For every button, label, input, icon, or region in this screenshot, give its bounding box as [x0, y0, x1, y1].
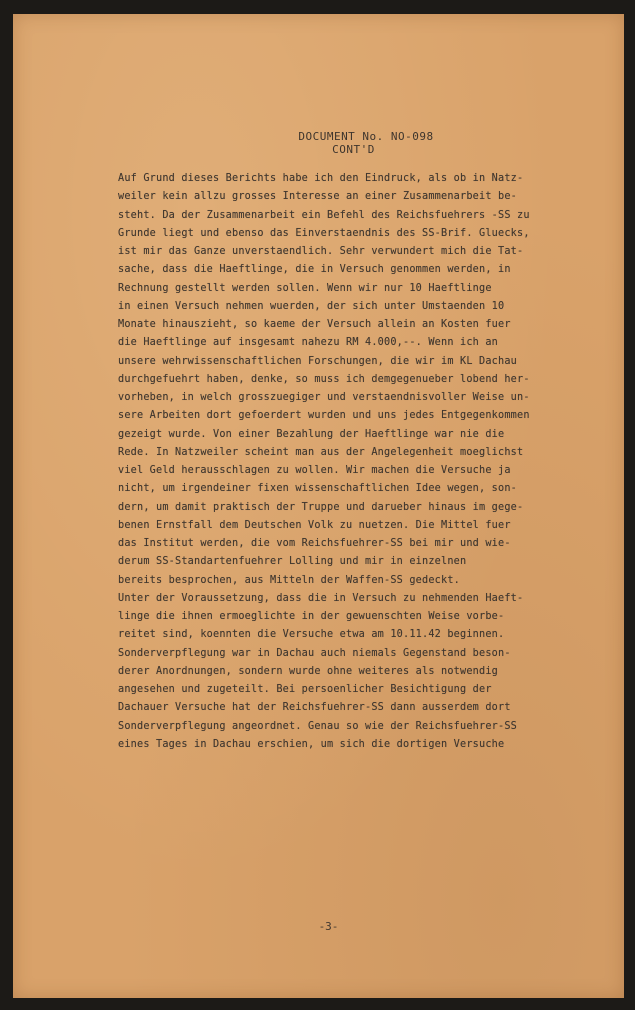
text-line: Sonderverpflegung war in Dachau auch niemals Gegenstand beson-	[118, 647, 511, 659]
document-header	[13, 130, 624, 156]
text-line: reitet sind, koennten die Versuche etwa am 10.11.42 beginnen.	[118, 629, 505, 641]
text-line: viel Geld herausschlagen zu wollen. Wir machen die Versuche ja	[118, 465, 511, 476]
text-line: unsere wehrwissenschaftlichen Forschungen, die wir im KL Dachau	[118, 355, 518, 367]
text-line: ist mir das Ganze unverstaendlich. Sehr verwundert mich die Tat-	[118, 246, 524, 257]
text-line: derer Anordnungen, sondern wurde ohne weiteres als notwendig	[118, 665, 499, 677]
text-line: Monate hinauszieht, so kaeme der Versuch allein an Kosten fuer	[118, 319, 511, 330]
text-line: vorheben, in welch grosszuegiger und verstaendnisvoller Weise un-	[118, 392, 530, 403]
continued-label: CONT'D	[332, 143, 375, 156]
text-line: in einen Versuch nehmen wuerden, der sich unter Umstaenden 10	[118, 300, 505, 312]
text-line: Rede. In Natzweiler scheint man aus der Angelegenheit moeglichst	[118, 446, 524, 458]
text-line: Sonderverpflegung angeordnet. Genau so wie der Reichsfuehrer-SS	[118, 720, 518, 732]
text-line: gezeigt wurde. Von einer Bezahlung der Haeftlinge war nie die	[118, 428, 505, 440]
text-line: bereits besprochen, aus Mitteln der Waffen-SS gedeckt.	[118, 574, 461, 586]
text-line: Rechnung gestellt werden sollen. Wenn wir nur 10 Haeftlinge	[118, 282, 492, 294]
text-line: sache, dass die Haeftlinge, die in Versuch genommen werden, in	[118, 264, 511, 276]
text-line: linge die ihnen ermoeglichte in der gewuenschten Weise vorbe-	[118, 611, 505, 622]
text-line: derum SS-Standartenfuehrer Lolling und mir in einzelnen	[118, 556, 467, 568]
text-line: Grunde liegt und ebenso das Einverstaendnis des SS-Brif. Gluecks,	[118, 227, 530, 239]
text-line: das Institut werden, die vom Reichsfuehrer-SS bei mir und wie-	[118, 538, 511, 549]
text-line: Unter der Voraussetzung, dass die in Versuch zu nehmenden Haeft-	[118, 592, 524, 604]
text-line: benen Ernstfall dem Deutschen Volk zu nuetzen. Die Mittel fuer	[118, 519, 511, 531]
text-line: nicht, um irgendeiner fixen wissenschaftlichen Idee wegen, son-	[118, 483, 518, 495]
text-line: weiler kein allzu grosses Interesse an einer Zusammenarbeit be-	[118, 191, 518, 203]
text-line: angesehen und zugeteilt. Bei persoenlicher Besichtigung der	[118, 684, 492, 695]
text-line: eines Tages in Dachau erschien, um sich die dortigen Versuche	[118, 738, 505, 750]
document-page	[13, 14, 624, 998]
page-number: -3-	[318, 920, 339, 933]
text-line: Dachauer Versuche hat der Reichsfuehrer-SS dann ausserdem dort	[118, 702, 511, 714]
text-line: steht. Da der Zusammenarbeit ein Befehl des Reichsfuehrers -SS zu	[118, 209, 530, 221]
text-line: dern, um damit praktisch der Truppe und darueber hinaus im gege-	[118, 501, 524, 513]
text-line: sere Arbeiten dort gefoerdert wurden und uns jedes Entgegenkommen	[118, 410, 530, 422]
text-line: Auf Grund dieses Berichts habe ich den Eindruck, als ob in Natz-	[118, 173, 524, 184]
document-number: DOCUMENT No. NO-098	[298, 130, 434, 143]
document-body	[118, 170, 568, 754]
text-line: die Haeftlinge auf insgesamt nahezu RM 4.000,--. Wenn ich an	[118, 337, 499, 349]
text-line: durchgefuehrt haben, denke, so muss ich demgegenueber lobend her-	[118, 373, 530, 385]
